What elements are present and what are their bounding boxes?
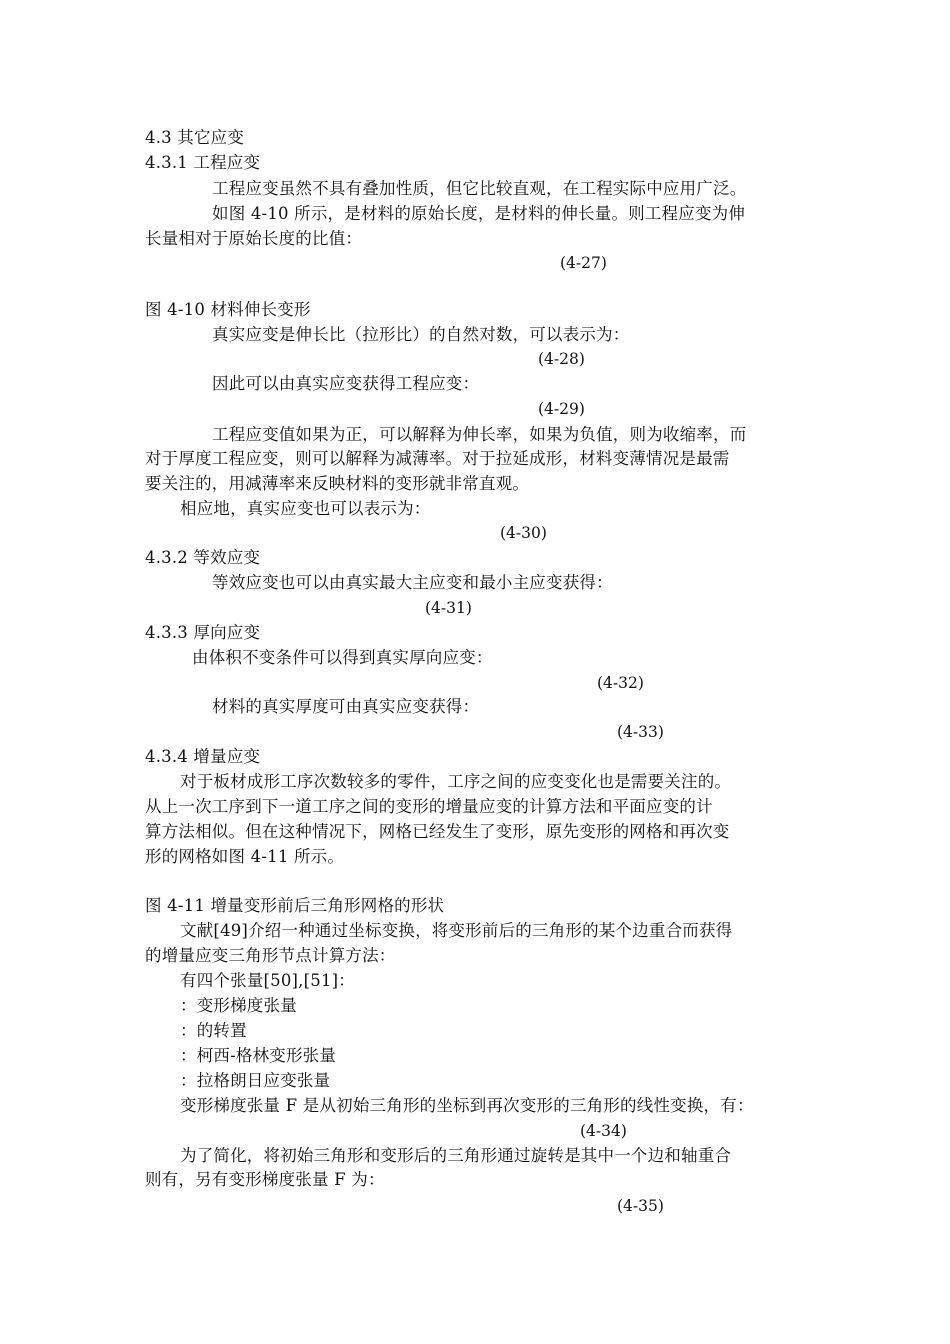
equation-number: (4-27) [560,254,607,272]
paragraph-line: 的增量应变三角形节点计算方法： [145,946,396,965]
paragraph-line: 从上一次工序到下一道工序之间的变形的增量应变的计算方法和平面应变的计 [145,797,713,816]
section-heading-4-3-3: 4.3.3 厚向应变 [145,623,261,642]
paragraph-line: 对于板材成形工序次数较多的零件，工序之间的应变变化也是需要关注的。 [180,772,732,791]
paragraph-line: 工程应变值如果为正，可以解释为伸长率，如果为负值，则为收缩率，而 [212,425,747,444]
list-item: ：拉格朗日应变张量 [180,1071,331,1090]
paragraph-line: 形的网格如图 4-11 所示。 [145,847,345,866]
section-heading-4-3-2: 4.3.2 等效应变 [145,548,261,567]
paragraph-line: 工程应变虽然不具有叠加性质，但它比较直观，在工程实际中应用广泛。 [212,179,747,198]
paragraph-line: 真实应变是伸长比（拉形比）的自然对数，可以表示为： [212,325,630,344]
equation-number: (4-30) [500,524,547,542]
paragraph-line: 因此可以由真实应变获得工程应变： [212,374,480,393]
paragraph-line: 长量相对于原始长度的比值： [145,229,363,248]
paragraph-line: 则有，另有变形梯度张量 F 为： [145,1170,385,1189]
section-heading-4-3-1: 4.3.1 工程应变 [145,153,261,172]
paragraph-line: 材料的真实厚度可由真实应变获得： [212,697,480,716]
paragraph-line: 由体积不变条件可以得到真实厚向应变： [192,648,493,667]
section-heading-4-3: 4.3 其它应变 [145,128,245,147]
figure-caption: 图 4-10 材料伸长变形 [145,300,311,319]
paragraph-line: 等效应变也可以由真实最大主应变和最小主应变获得： [212,573,613,592]
paragraph-line: 为了简化，将初始三角形和变形后的三角形通过旋转是其中一个边和轴重合 [180,1146,732,1165]
paragraph-line: 对于厚度工程应变，则可以解释为减薄率。对于拉延成形，材料变薄情况是最需 [145,449,730,468]
equation-number: (4-31) [425,599,472,617]
list-item: ：变形梯度张量 [180,996,297,1015]
equation-number: (4-28) [538,350,585,368]
equation-number: (4-35) [617,1197,664,1215]
list-item: ：的转置 [180,1021,247,1040]
equation-number: (4-32) [597,674,644,692]
paragraph-line: 相应地，真实应变也可以表示为： [180,499,431,518]
paragraph-line: 有四个张量[50],[51]： [180,971,355,990]
section-heading-4-3-4: 4.3.4 增量应变 [145,747,261,766]
equation-number: (4-29) [538,400,585,418]
figure-caption: 图 4-11 增量变形前后三角形网格的形状 [145,896,445,915]
list-item: ：柯西-格林变形张量 [180,1046,337,1065]
equation-number: (4-34) [580,1122,627,1140]
paragraph-line: 文献[49]介绍一种通过坐标变换，将变形前后的三角形的某个边重合而获得 [180,921,733,940]
paragraph-line: 要关注的，用减薄率来反映材料的变形就非常直观。 [145,474,530,493]
equation-number: (4-33) [617,723,664,741]
paragraph-line: 如图 4-10 所示，是材料的原始长度，是材料的伸长量。则工程应变为伸 [212,204,746,223]
paragraph-line: 算方法相似。但在这种情况下，网格已经发生了变形，原先变形的网格和再次变 [145,822,730,841]
paragraph-line: 变形梯度张量 F 是从初始三角形的坐标到再次变形的三角形的线性变换，有： [180,1096,754,1115]
